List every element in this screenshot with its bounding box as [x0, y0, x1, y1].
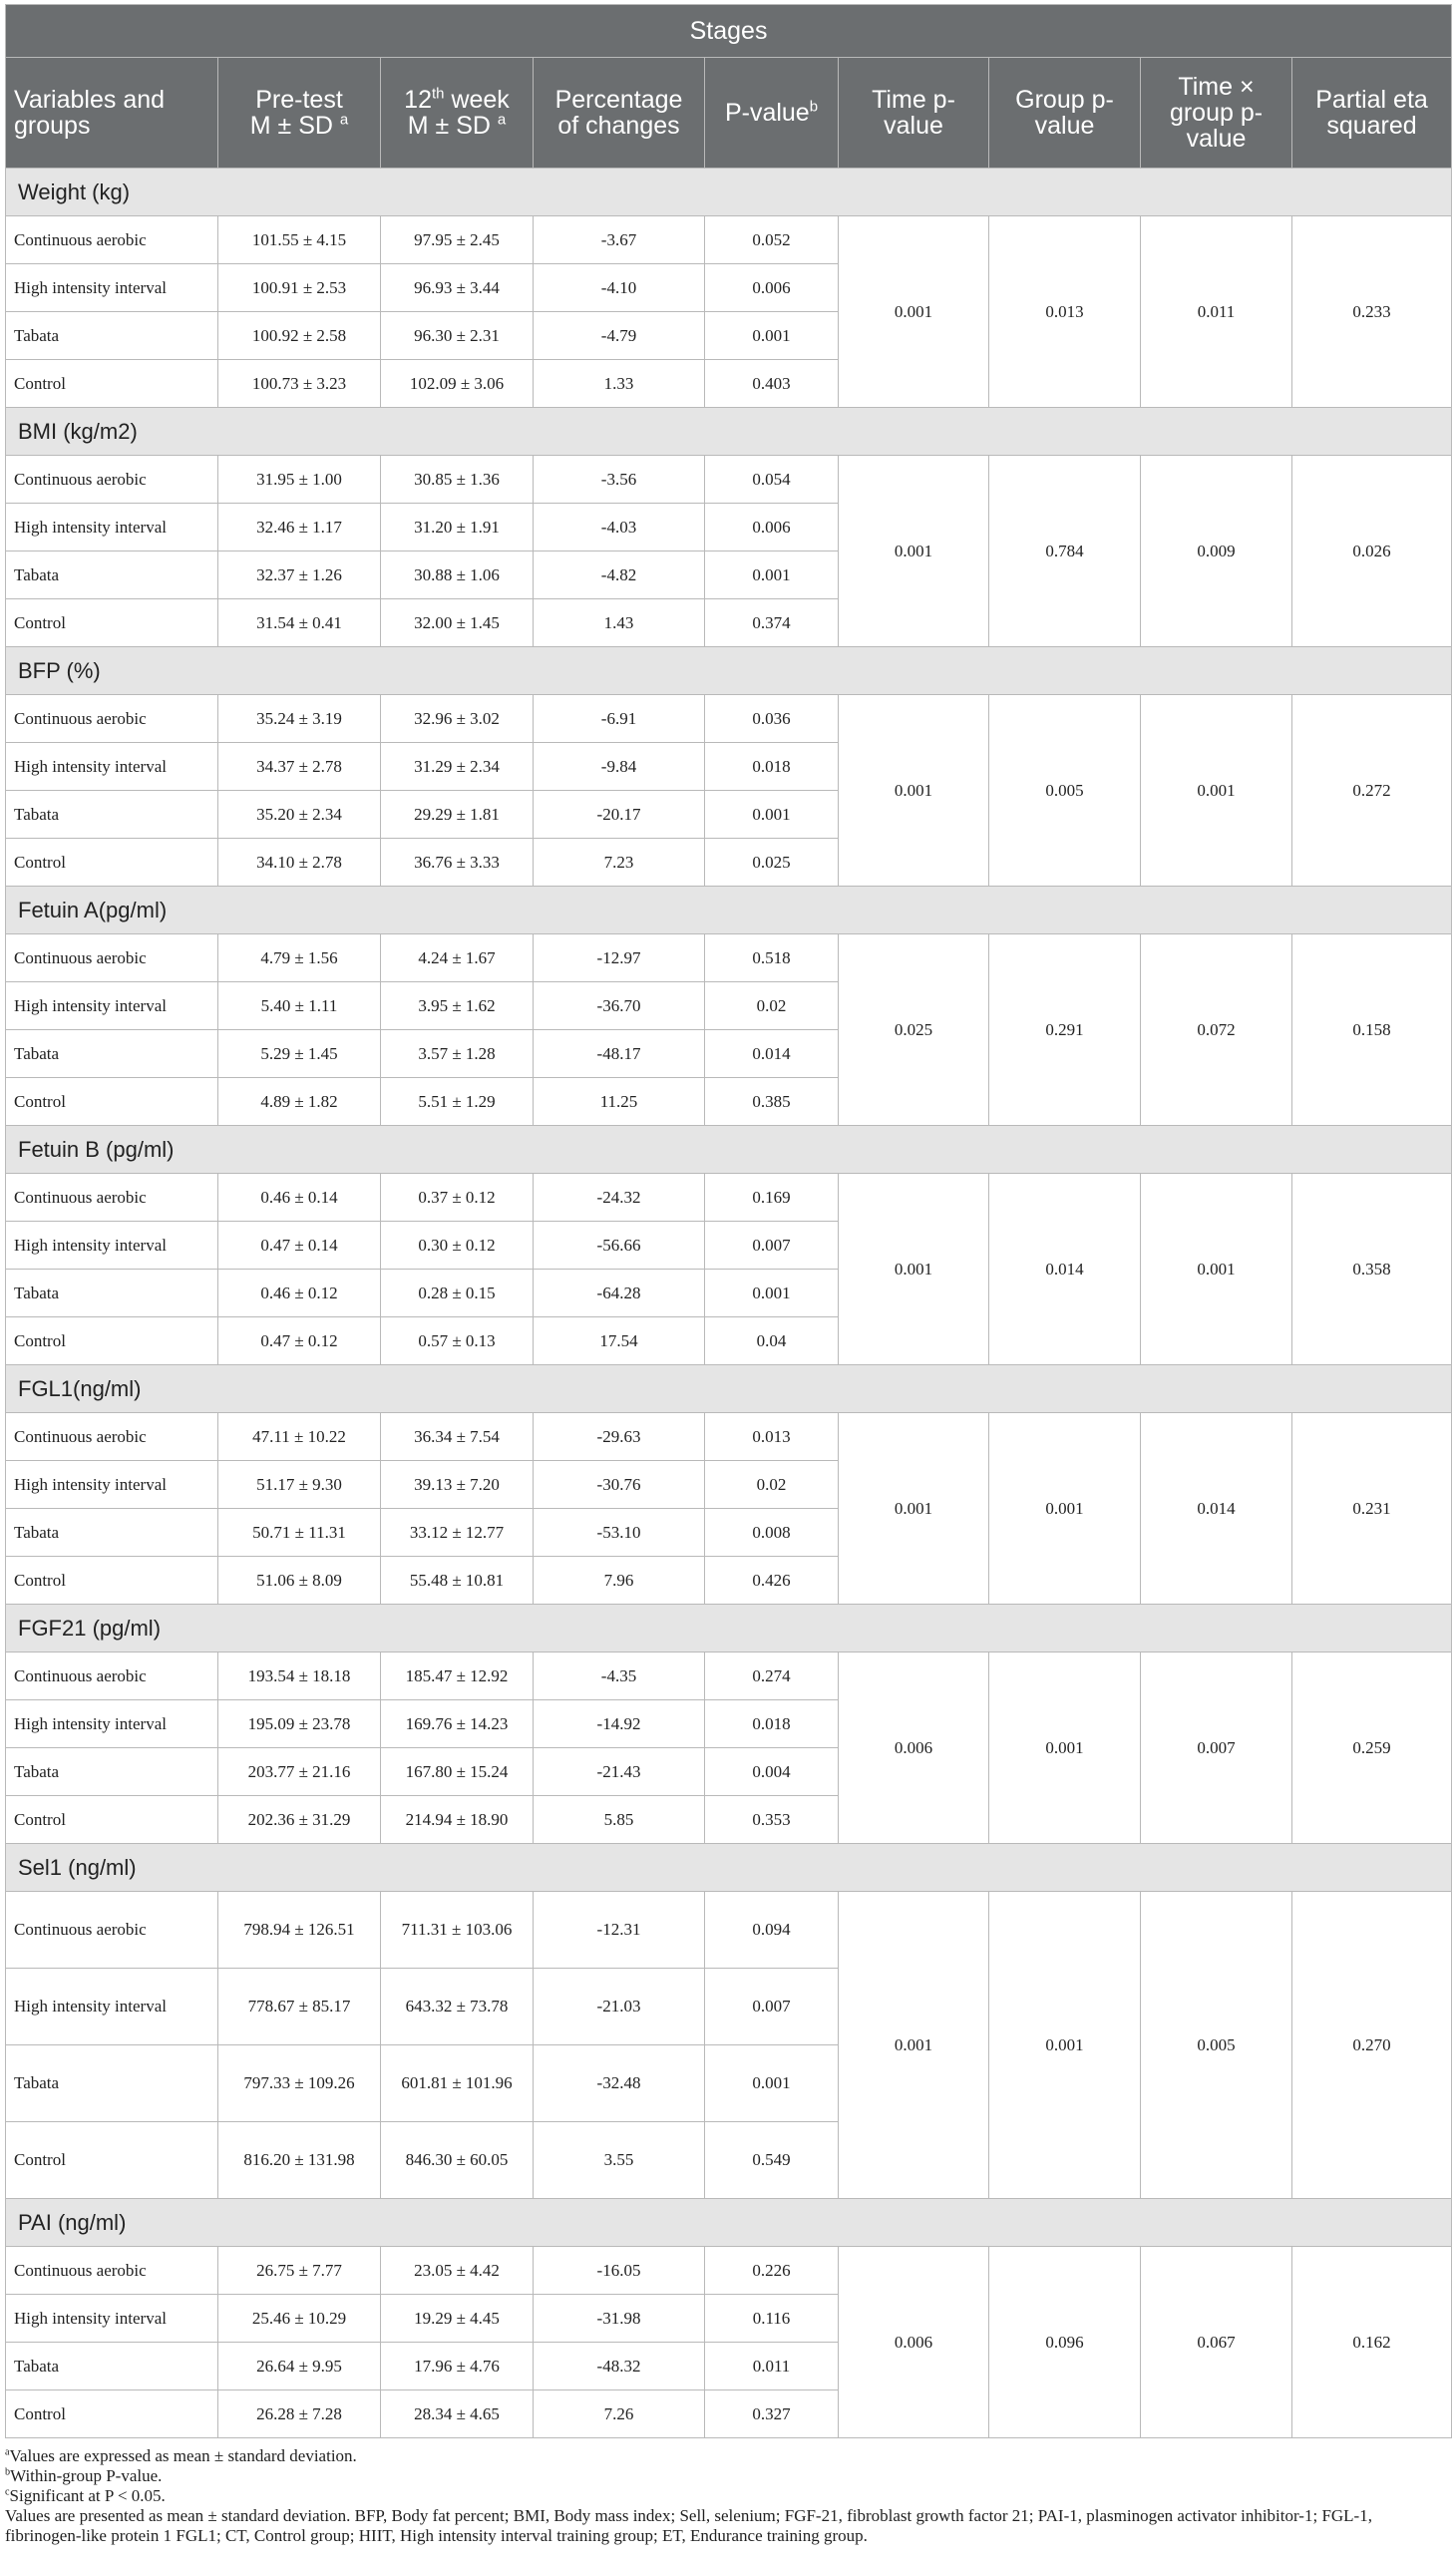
- pvalue-cell: 0.274: [705, 1652, 839, 1700]
- week12-cell: 32.96 ± 3.02: [381, 695, 534, 743]
- time-p-cell: 0.001: [839, 216, 989, 408]
- group-label: Continuous aerobic: [6, 1892, 218, 1969]
- pvalue-cell: 0.094: [705, 1892, 839, 1969]
- footnote-abbreviations: Values are presented as mean ± standard deviation. BFP, Body fat percent; BMI, Body mass index; Sell, selenium; FGF-21, fibroblast growth factor 21; PAI-1, plasminogen activator inhibitor-1; FGL-1, fibrinogen-like protein 1 FGL1; CT, Control group; HIIT, High intensity interval training group; ET, Endurance training group.: [5, 2506, 1372, 2545]
- pct-change-cell: -16.05: [534, 2247, 705, 2295]
- table-row: [6, 695, 1452, 743]
- pretest-cell: 202.36 ± 31.29: [218, 1796, 381, 1844]
- week12-cell: 23.05 ± 4.42: [381, 2247, 534, 2295]
- pretest-cell: 0.46 ± 0.14: [218, 1174, 381, 1222]
- group-p-cell: 0.001: [989, 1892, 1141, 2199]
- pretest-cell: 34.37 ± 2.78: [218, 743, 381, 791]
- group-label: High intensity interval: [6, 1969, 218, 2045]
- week12-cell: 31.20 ± 1.91: [381, 504, 534, 551]
- pretest-sub: M ± SD: [249, 112, 333, 140]
- pct-change-cell: -4.82: [534, 551, 705, 599]
- eta-cell: 0.158: [1292, 934, 1452, 1126]
- table-row: [6, 1892, 1452, 1969]
- group-label: Control: [6, 1078, 218, 1126]
- group-label: Tabata: [6, 1748, 218, 1796]
- week12-cell: 643.32 ± 73.78: [381, 1969, 534, 2045]
- group-label: Continuous aerobic: [6, 1652, 218, 1700]
- week12-cell: 0.37 ± 0.12: [381, 1174, 534, 1222]
- pct-change-cell: -31.98: [534, 2295, 705, 2343]
- footnote-a: $^a$Values are expressed as mean ± standard deviation.: [5, 2446, 357, 2465]
- pvalue-cell: 0.02: [705, 1461, 839, 1509]
- week12-cell: 5.51 ± 1.29: [381, 1078, 534, 1126]
- group-label: Tabata: [6, 1509, 218, 1557]
- group-label: High intensity interval: [6, 1700, 218, 1748]
- group-label: Control: [6, 1557, 218, 1605]
- pvalue-cell: 0.001: [705, 551, 839, 599]
- pretest-cell: 5.29 ± 1.45: [218, 1030, 381, 1078]
- pct-change-cell: -14.92: [534, 1700, 705, 1748]
- week12-cell: 28.34 ± 4.65: [381, 2390, 534, 2438]
- footnote-b: $^b$Within-group P-value.: [5, 2466, 163, 2485]
- pretest-cell: 35.20 ± 2.34: [218, 791, 381, 839]
- eta-cell: 0.231: [1292, 1413, 1452, 1605]
- variable-group-label: BFP (%): [6, 647, 1452, 695]
- pct-change-cell: -32.48: [534, 2045, 705, 2122]
- pct-change-cell: -12.31: [534, 1892, 705, 1969]
- pvalue-cell: 0.04: [705, 1317, 839, 1365]
- pct-change-cell: -3.56: [534, 456, 705, 504]
- variable-group-row: [6, 1844, 1452, 1892]
- group-label: Tabata: [6, 2045, 218, 2122]
- interaction-p-cell: 0.072: [1141, 934, 1292, 1126]
- pvalue-cell: 0.006: [705, 504, 839, 551]
- pct-change-cell: 3.55: [534, 2122, 705, 2199]
- col-group-header: Group p-value: [989, 58, 1141, 169]
- time-p-cell: 0.001: [839, 1174, 989, 1365]
- week12-cell: 0.57 ± 0.13: [381, 1317, 534, 1365]
- week12-cell: 169.76 ± 14.23: [381, 1700, 534, 1748]
- table-row: [6, 2247, 1452, 2295]
- table-header: [6, 5, 1452, 169]
- week12-cell: 96.30 ± 2.31: [381, 312, 534, 360]
- pretest-cell: 778.67 ± 85.17: [218, 1969, 381, 2045]
- time-p-cell: 0.001: [839, 456, 989, 647]
- table-row: [6, 1174, 1452, 1222]
- pvalue-cell: 0.426: [705, 1557, 839, 1605]
- week12-cell: 0.30 ± 0.12: [381, 1222, 534, 1270]
- col-variables-header: Variables and groups: [6, 58, 218, 169]
- group-p-cell: 0.013: [989, 216, 1141, 408]
- pct-change-cell: 11.25: [534, 1078, 705, 1126]
- pretest-cell: 100.91 ± 2.53: [218, 264, 381, 312]
- pretest-cell: 0.46 ± 0.12: [218, 1270, 381, 1317]
- pct-change-cell: -53.10: [534, 1509, 705, 1557]
- variable-group-row: [6, 887, 1452, 934]
- pct-change-cell: -4.10: [534, 264, 705, 312]
- pretest-cell: 32.37 ± 1.26: [218, 551, 381, 599]
- pvalue-cell: 0.014: [705, 1030, 839, 1078]
- pretest-cell: 47.11 ± 10.22: [218, 1413, 381, 1461]
- pct-change-cell: 1.33: [534, 360, 705, 408]
- variable-group-row: [6, 1126, 1452, 1174]
- pretest-cell: 50.71 ± 11.31: [218, 1509, 381, 1557]
- interaction-p-cell: 0.005: [1141, 1892, 1292, 2199]
- pretest-cell: 0.47 ± 0.14: [218, 1222, 381, 1270]
- footnote-c: $^c$Significant at P < 0.05.: [5, 2486, 166, 2505]
- week12-cell: 214.94 ± 18.90: [381, 1796, 534, 1844]
- variable-group-row: [6, 1365, 1452, 1413]
- group-label: High intensity interval: [6, 982, 218, 1030]
- pvalue-cell: 0.025: [705, 839, 839, 887]
- week12-cell: 3.57 ± 1.28: [381, 1030, 534, 1078]
- table-row: [6, 934, 1452, 982]
- stages-header: Stages: [6, 5, 1452, 58]
- pvalue-cell: 0.226: [705, 2247, 839, 2295]
- time-p-cell: 0.006: [839, 2247, 989, 2438]
- pct-change-cell: -4.35: [534, 1652, 705, 1700]
- group-label: High intensity interval: [6, 743, 218, 791]
- col-eta-header: Partial eta squared: [1292, 58, 1452, 169]
- pvalue-cell: 0.374: [705, 599, 839, 647]
- pvalue-cell: 0.004: [705, 1748, 839, 1796]
- pretest-cell: 4.79 ± 1.56: [218, 934, 381, 982]
- pct-change-cell: -12.97: [534, 934, 705, 982]
- group-label: Control: [6, 2390, 218, 2438]
- week12-cell: 55.48 ± 10.81: [381, 1557, 534, 1605]
- time-p-cell: 0.001: [839, 1892, 989, 2199]
- results-table-container: [5, 4, 1451, 2546]
- pvalue-cell: 0.036: [705, 695, 839, 743]
- pvalue-cell: 0.001: [705, 791, 839, 839]
- eta-cell: 0.162: [1292, 2247, 1452, 2438]
- pvalue-label: P-value: [724, 99, 810, 127]
- pretest-cell: 34.10 ± 2.78: [218, 839, 381, 887]
- table-row: [6, 1413, 1452, 1461]
- group-label: Continuous aerobic: [6, 216, 218, 264]
- group-p-cell: 0.096: [989, 2247, 1141, 2438]
- results-table: [5, 4, 1452, 2438]
- group-label: Tabata: [6, 1270, 218, 1317]
- variable-group-row: [6, 1605, 1452, 1652]
- interaction-p-cell: 0.001: [1141, 695, 1292, 887]
- pct-change-cell: -56.66: [534, 1222, 705, 1270]
- week12-cell: 601.81 ± 101.96: [381, 2045, 534, 2122]
- pct-change-cell: -9.84: [534, 743, 705, 791]
- pretest-cell: 100.73 ± 3.23: [218, 360, 381, 408]
- week12-cell: 17.96 ± 4.76: [381, 2343, 534, 2390]
- pretest-cell: 26.28 ± 7.28: [218, 2390, 381, 2438]
- group-label: Control: [6, 599, 218, 647]
- pct-change-cell: -64.28: [534, 1270, 705, 1317]
- col-pretest-header: [218, 58, 381, 169]
- footnote-mark-a: a: [497, 111, 507, 129]
- eta-cell: 0.270: [1292, 1892, 1452, 2199]
- week-ordinal: th: [431, 85, 445, 103]
- interaction-p-cell: 0.009: [1141, 456, 1292, 647]
- pretest-cell: 798.94 ± 126.51: [218, 1892, 381, 1969]
- pvalue-cell: 0.052: [705, 216, 839, 264]
- group-label: Continuous aerobic: [6, 695, 218, 743]
- footnote-mark-a: a: [339, 111, 349, 129]
- col-interaction-header: Time × group p-value: [1141, 58, 1292, 169]
- col-pvalue-header: [705, 58, 839, 169]
- group-label: High intensity interval: [6, 264, 218, 312]
- pct-change-cell: -4.03: [534, 504, 705, 551]
- pretest-cell: 51.06 ± 8.09: [218, 1557, 381, 1605]
- pvalue-cell: 0.403: [705, 360, 839, 408]
- interaction-p-cell: 0.001: [1141, 1174, 1292, 1365]
- pvalue-cell: 0.018: [705, 743, 839, 791]
- pretest-cell: 0.47 ± 0.12: [218, 1317, 381, 1365]
- pvalue-cell: 0.001: [705, 312, 839, 360]
- pct-change-cell: 7.23: [534, 839, 705, 887]
- week12-cell: 33.12 ± 12.77: [381, 1509, 534, 1557]
- week12-cell: 30.85 ± 1.36: [381, 456, 534, 504]
- pretest-cell: 203.77 ± 21.16: [218, 1748, 381, 1796]
- pretest-cell: 35.24 ± 3.19: [218, 695, 381, 743]
- pretest-cell: 26.64 ± 9.95: [218, 2343, 381, 2390]
- variable-group-label: FGL1(ng/ml): [6, 1365, 1452, 1413]
- pvalue-cell: 0.327: [705, 2390, 839, 2438]
- group-label: Tabata: [6, 1030, 218, 1078]
- pct-change-cell: -21.03: [534, 1969, 705, 2045]
- pretest-cell: 4.89 ± 1.82: [218, 1078, 381, 1126]
- eta-cell: 0.233: [1292, 216, 1452, 408]
- pretest-cell: 32.46 ± 1.17: [218, 504, 381, 551]
- pvalue-cell: 0.013: [705, 1413, 839, 1461]
- pretest-cell: 5.40 ± 1.11: [218, 982, 381, 1030]
- pvalue-cell: 0.116: [705, 2295, 839, 2343]
- pct-change-cell: -3.67: [534, 216, 705, 264]
- variable-group-row: [6, 2199, 1452, 2247]
- variable-group-label: PAI (ng/ml): [6, 2199, 1452, 2247]
- week12-cell: 167.80 ± 15.24: [381, 1748, 534, 1796]
- pretest-cell: 100.92 ± 2.58: [218, 312, 381, 360]
- col-time-header: Time p-value: [839, 58, 989, 169]
- pvalue-cell: 0.353: [705, 1796, 839, 1844]
- eta-cell: 0.272: [1292, 695, 1452, 887]
- pct-change-cell: -21.43: [534, 1748, 705, 1796]
- group-label: Tabata: [6, 791, 218, 839]
- pct-change-cell: -6.91: [534, 695, 705, 743]
- group-label: High intensity interval: [6, 2295, 218, 2343]
- week12-cell: 0.28 ± 0.15: [381, 1270, 534, 1317]
- pct-change-cell: -20.17: [534, 791, 705, 839]
- interaction-p-cell: 0.007: [1141, 1652, 1292, 1844]
- pct-change-cell: -30.76: [534, 1461, 705, 1509]
- group-label: Continuous aerobic: [6, 934, 218, 982]
- pct-change-cell: -48.17: [534, 1030, 705, 1078]
- group-label: Continuous aerobic: [6, 456, 218, 504]
- group-label: Control: [6, 360, 218, 408]
- pretest-cell: 31.95 ± 1.00: [218, 456, 381, 504]
- eta-cell: 0.259: [1292, 1652, 1452, 1844]
- pct-change-cell: 17.54: [534, 1317, 705, 1365]
- group-label: Tabata: [6, 312, 218, 360]
- time-p-cell: 0.001: [839, 1413, 989, 1605]
- pvalue-cell: 0.001: [705, 1270, 839, 1317]
- col-week12-header: [381, 58, 534, 169]
- pct-change-cell: 1.43: [534, 599, 705, 647]
- group-label: High intensity interval: [6, 1461, 218, 1509]
- group-label: Continuous aerobic: [6, 2247, 218, 2295]
- footnotes: [5, 2446, 1451, 2546]
- group-p-cell: 0.291: [989, 934, 1141, 1126]
- eta-cell: 0.026: [1292, 456, 1452, 647]
- pretest-cell: 101.55 ± 4.15: [218, 216, 381, 264]
- pct-change-cell: -29.63: [534, 1413, 705, 1461]
- week12-cell: 711.31 ± 103.06: [381, 1892, 534, 1969]
- pct-change-cell: -48.32: [534, 2343, 705, 2390]
- pvalue-cell: 0.549: [705, 2122, 839, 2199]
- week12-cell: 36.34 ± 7.54: [381, 1413, 534, 1461]
- pretest-cell: 25.46 ± 10.29: [218, 2295, 381, 2343]
- pvalue-cell: 0.007: [705, 1969, 839, 2045]
- table-row: [6, 1652, 1452, 1700]
- variable-group-row: [6, 169, 1452, 216]
- week12-cell: 19.29 ± 4.45: [381, 2295, 534, 2343]
- table-row: [6, 456, 1452, 504]
- pretest-cell: 193.54 ± 18.18: [218, 1652, 381, 1700]
- pretest-cell: 195.09 ± 23.78: [218, 1700, 381, 1748]
- group-label: Tabata: [6, 551, 218, 599]
- group-label: Control: [6, 839, 218, 887]
- group-label: Control: [6, 1317, 218, 1365]
- pretest-cell: 26.75 ± 7.77: [218, 2247, 381, 2295]
- pvalue-cell: 0.006: [705, 264, 839, 312]
- week12-cell: 3.95 ± 1.62: [381, 982, 534, 1030]
- variable-group-label: Fetuin A(pg/ml): [6, 887, 1452, 934]
- pct-change-cell: 7.26: [534, 2390, 705, 2438]
- group-p-cell: 0.001: [989, 1413, 1141, 1605]
- week-word: week: [444, 86, 510, 114]
- time-p-cell: 0.006: [839, 1652, 989, 1844]
- pct-change-cell: -4.79: [534, 312, 705, 360]
- week12-cell: 36.76 ± 3.33: [381, 839, 534, 887]
- pct-change-cell: 7.96: [534, 1557, 705, 1605]
- variable-group-label: FGF21 (pg/ml): [6, 1605, 1452, 1652]
- variable-group-label: BMI (kg/m2): [6, 408, 1452, 456]
- pretest-cell: 816.20 ± 131.98: [218, 2122, 381, 2199]
- week12-cell: 96.93 ± 3.44: [381, 264, 534, 312]
- variable-group-row: [6, 647, 1452, 695]
- pvalue-cell: 0.518: [705, 934, 839, 982]
- group-label: Continuous aerobic: [6, 1413, 218, 1461]
- group-label: Continuous aerobic: [6, 1174, 218, 1222]
- group-p-cell: 0.014: [989, 1174, 1141, 1365]
- week12-cell: 102.09 ± 3.06: [381, 360, 534, 408]
- group-p-cell: 0.005: [989, 695, 1141, 887]
- pretest-cell: 31.54 ± 0.41: [218, 599, 381, 647]
- interaction-p-cell: 0.011: [1141, 216, 1292, 408]
- interaction-p-cell: 0.014: [1141, 1413, 1292, 1605]
- group-label: High intensity interval: [6, 1222, 218, 1270]
- time-p-cell: 0.025: [839, 934, 989, 1126]
- variable-group-label: Sel1 (ng/ml): [6, 1844, 1452, 1892]
- pretest-cell: 797.33 ± 109.26: [218, 2045, 381, 2122]
- week12-cell: 30.88 ± 1.06: [381, 551, 534, 599]
- week12-sub: M ± SD: [407, 112, 491, 140]
- group-label: Control: [6, 1796, 218, 1844]
- group-label: Tabata: [6, 2343, 218, 2390]
- pct-change-cell: 5.85: [534, 1796, 705, 1844]
- variable-group-label: Weight (kg): [6, 169, 1452, 216]
- week12-cell: 31.29 ± 2.34: [381, 743, 534, 791]
- footnote-mark-b: b: [809, 98, 819, 116]
- interaction-p-cell: 0.067: [1141, 2247, 1292, 2438]
- group-label: Control: [6, 2122, 218, 2199]
- variable-group-row: [6, 408, 1452, 456]
- col-pct-header: Percentage of changes: [534, 58, 705, 169]
- pvalue-cell: 0.169: [705, 1174, 839, 1222]
- pvalue-cell: 0.007: [705, 1222, 839, 1270]
- group-label: High intensity interval: [6, 504, 218, 551]
- week12-cell: 185.47 ± 12.92: [381, 1652, 534, 1700]
- week12-cell: 39.13 ± 7.20: [381, 1461, 534, 1509]
- week12-cell: 29.29 ± 1.81: [381, 791, 534, 839]
- table-row: [6, 216, 1452, 264]
- week12-cell: 4.24 ± 1.67: [381, 934, 534, 982]
- variable-group-label: Fetuin B (pg/ml): [6, 1126, 1452, 1174]
- pvalue-cell: 0.001: [705, 2045, 839, 2122]
- pretest-label: Pre-test: [255, 86, 343, 114]
- pvalue-cell: 0.054: [705, 456, 839, 504]
- pvalue-cell: 0.011: [705, 2343, 839, 2390]
- week12-cell: 97.95 ± 2.45: [381, 216, 534, 264]
- pct-change-cell: -24.32: [534, 1174, 705, 1222]
- pvalue-cell: 0.02: [705, 982, 839, 1030]
- table-body: [6, 169, 1452, 2438]
- pct-change-cell: -36.70: [534, 982, 705, 1030]
- week12-cell: 846.30 ± 60.05: [381, 2122, 534, 2199]
- eta-cell: 0.358: [1292, 1174, 1452, 1365]
- group-p-cell: 0.001: [989, 1652, 1141, 1844]
- group-p-cell: 0.784: [989, 456, 1141, 647]
- pvalue-cell: 0.385: [705, 1078, 839, 1126]
- pretest-cell: 51.17 ± 9.30: [218, 1461, 381, 1509]
- pvalue-cell: 0.008: [705, 1509, 839, 1557]
- week-number: 12: [404, 86, 432, 114]
- week12-cell: 32.00 ± 1.45: [381, 599, 534, 647]
- pvalue-cell: 0.018: [705, 1700, 839, 1748]
- time-p-cell: 0.001: [839, 695, 989, 887]
